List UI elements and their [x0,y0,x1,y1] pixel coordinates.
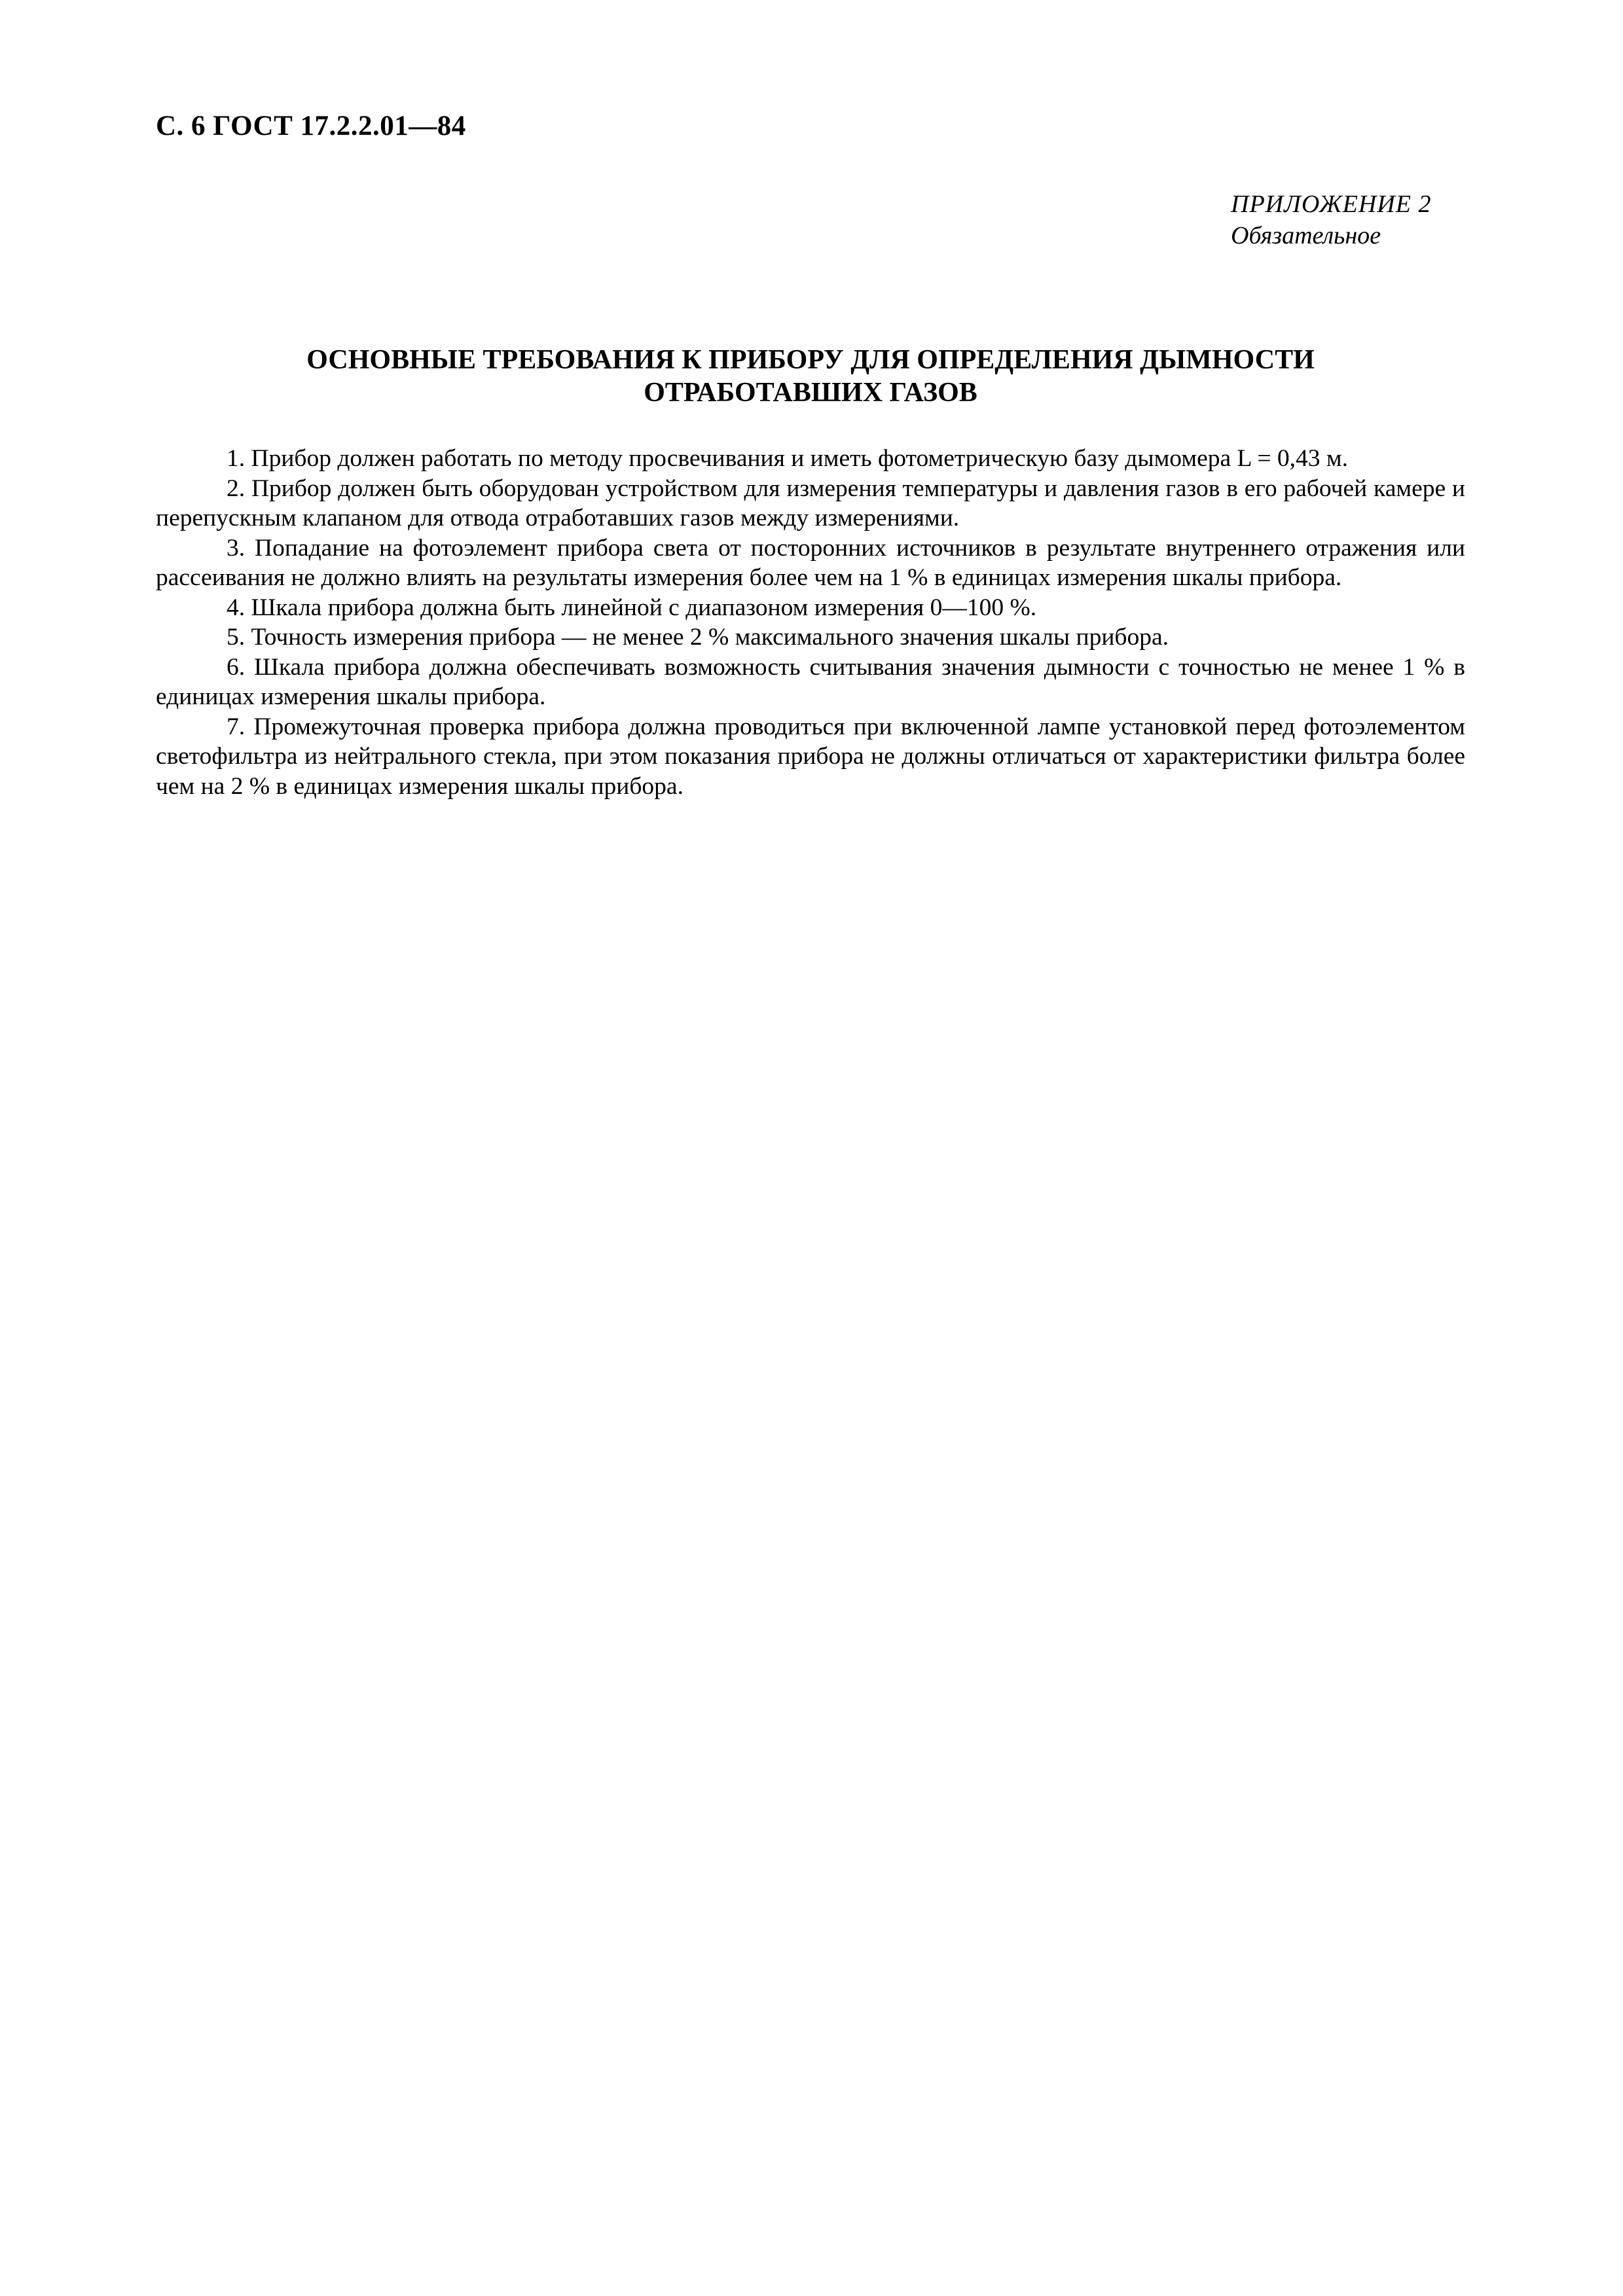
appendix-status: Обязательное [1231,222,1381,249]
document-title-line-2: ОТРАБОТАВШИХ ГАЗОВ [644,378,977,408]
document-title-line-1: ОСНОВНЫЕ ТРЕБОВАНИЯ К ПРИБОРУ ДЛЯ ОПРЕДЕЛЕНИЯ ДЫМНОСТИ [306,345,1315,375]
requirement-item-2: 2. Прибор должен быть оборудован устройством для измерения температуры и давления газов в его рабочей камере и перепускным клапаном для отвода отработавших газов между измерениями. [156,475,1465,531]
requirement-item-6: 6. Шкала прибора должна обеспечивать возможность считывания значения дымности с точностью не менее 1 % в единицах измерения шкалы прибора. [156,653,1465,710]
page-header: С. 6 ГОСТ 17.2.2.01—84 [156,111,466,141]
appendix-label [1231,188,1431,251]
document-body [156,444,1465,801]
requirement-item-4: 4. Шкала прибора должна быть линейной с диапазоном измерения 0—100 %. [227,594,1037,621]
requirement-item-5: 5. Точность измерения прибора — не менее 2 % максимального значения шкалы прибора. [227,624,1169,651]
requirement-item-1: 1. Прибор должен работать по методу просвечивания и иметь фотометрическую базу дымомера L = 0,43 м. [227,445,1349,472]
requirement-item-7: 7. Промежуточная проверка прибора должна проводиться при включенной лампе установкой перед фотоэлементом светофильтра из нейтрального стекла, при этом показания прибора не должны отличаться от характеристики фильтра более чем на 2 % в единицах измерения шкалы прибора. [156,713,1465,800]
document-title [156,344,1465,409]
appendix-title: ПРИЛОЖЕНИЕ 2 [1231,190,1432,218]
requirement-item-3: 3. Попадание на фотоэлемент прибора света от посторонних источников в результате внутреннего отражения или рассеивания не должно влиять на результаты измерения более чем на 1 % в единицах измерения шкалы прибора. [156,534,1465,591]
